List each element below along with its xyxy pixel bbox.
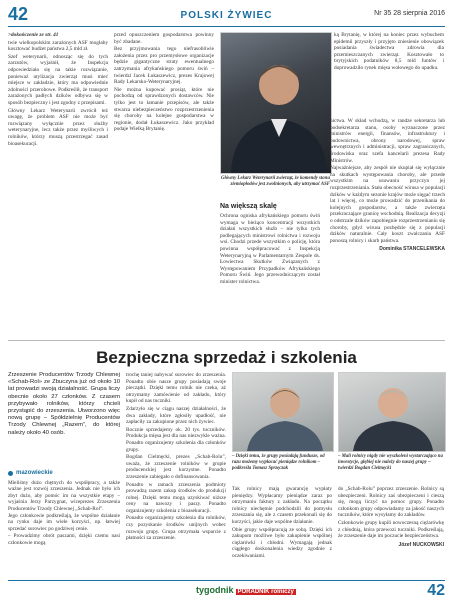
- paragraph: twie wielkopolskim zarażonych ASF mogłaby kosztować budżet państwa 2,5 mld zł.: [8, 39, 108, 53]
- main-article-col4: [338, 372, 444, 548]
- issue-info: Nr 35 28 sierpnia 2016: [374, 10, 445, 17]
- paragraph: Tak rolnicy mają gwarancję wypłaty pieniędzy. Wypłacamy pieniądze zaraz po otrzymaniu faktury z zakładu. Na początku rolnicy niechętnie podchodzili do pomysłu zrzeszania się, ale z czasem przekonali się do korzyści, jakie daje wspólne działanie.: [232, 486, 332, 525]
- region-tag: [8, 470, 53, 476]
- main-article-col1: [8, 480, 120, 547]
- photo2-caption: – Mali rolnicy nigdy nie wyszkoleni wystarczająco na inwestycje, głębiej nie należy do naszej grupy – twierdzi Bogdan Cielmęcki: [338, 454, 443, 471]
- author-signature: Józef NUCKOWSKI: [398, 541, 444, 548]
- paragraph: Ponadto organizujemy szkolenia dla rolników, czy pozyskanie środków unijnych wobec rozwoju grupy. Grupa otrzymała wsparcie z płatności za zrzeszenie.: [126, 515, 226, 542]
- paragraph: – Prowadzimy obrót paszami, dzięki czemu nasi członkowie mogą: [8, 533, 120, 546]
- photo-chief-vet: [220, 32, 332, 174]
- paragraph: Główny Lekarz Weterynarii zwrócił też uwagę, że problem ASF nie może być rozwiązany wyłącznie przez służby weterynaryjne, lecz także przez myśliwych i rolników, którzy muszą przestrzegać zasad bioasekuracji.: [8, 107, 108, 147]
- photo1-caption: – Dzięki temu, że grupy posiadają fundusze, od razu możemy wypłacać pieniądze rolnikom – podkreśla Tomasz Sprzęczak: [232, 454, 325, 471]
- main-article-col2: [126, 372, 226, 543]
- paragraph: Obie grupy współpracują ze sobą. Dzięki ich zakupom możliwe było zakupienie wspólnej ciężarówki i chłodni. Wymagają jednak ciągłego doskonalenia wiedzy zgodnie z oczekiwaniami.: [232, 526, 332, 559]
- top-article-col1: [8, 32, 108, 148]
- footer-rule: [8, 580, 445, 581]
- article-separator: [8, 340, 445, 341]
- paragraph: przed opuszczeniem gospodarstwa powinny być zbadane.: [114, 32, 214, 45]
- subheading: Na większą skalę: [220, 203, 277, 210]
- paragraph: Bez przyjmowania tego niefrasobliwie założenia przez pro przemysłowe organizacje będzie gigantyczne straty ewentualnego zatrzymania afrykańskiego pomoru świń – twierdzi Jacek Łukaszewicz, prezes Krajowej Rady Lekarsko-Weterynaryjnej.: [114, 46, 214, 86]
- paragraph: Ochrona ogniska afrykańskiego pomoru świń wymaga w bieżąco koncentracji wszystkich działań wszystkich służb – nie tylko tych podlegających ministrowi rolnictwa i rozwoju wsi. Chodzi przede wszystkim o policję, która powinna współpracować z Inspekcją Weterynaryjną w Parlamentarnym Zespole ds. Łowiectwa Skutków Związanych z Występowaniem Przypadków Afrykańskiego Pomoru Świń. Jego przewodniczącym został minister rolnictwa.: [220, 213, 320, 285]
- top-article-col2: [114, 32, 214, 134]
- logo-text: tygodnik: [196, 585, 234, 595]
- portrait-illustration: [233, 373, 333, 451]
- section-title: POLSKI ŻYWIEC: [180, 10, 273, 21]
- photo-caption: Główny Lekarz Weterynarii zwierząt, że komendy stonu ziemiopłodów jest zwolnionych, aby utrzymać ASF: [221, 176, 330, 187]
- page-number: 42: [8, 4, 29, 24]
- header-rule: [8, 26, 445, 27]
- paragraph: Członkowie grupy kupili nowoczesną ciężarówkę z chłodnią, która przewozi tuczniki. Podkreślają, że zrzeszenie daje im poczucie bezpieczeństwa.: [338, 519, 444, 540]
- paragraph: Ponadto w ramach zrzeszenia podmioty prowadzą razem zakup środków do produkcji rolnej. Dzięki temu mogą uzyskiwać niższe ceny na nawozy i paszy. Ponadto organizujemy szkolenia z bioasekuracji.: [126, 481, 226, 514]
- top-article-col3b: [220, 200, 320, 287]
- location-dot-icon: [8, 471, 13, 476]
- paragraph: ką Brytanię, w której na koniec przez wybuchem epidemii przyszły i przyjęto zniesienie obowiązek posiadania świadectwa zdrowia dla przemieszczanych zwierząt. Kosztowało to brytyjskich podatników 8,5 mld funtów i doprowadziło rynek mięsa wołowego do upadku.: [334, 32, 444, 71]
- main-article-col3: [232, 486, 332, 561]
- paragraph: >dokończenie ze str. 41: [8, 32, 59, 38]
- publication-logo: [196, 585, 296, 595]
- article-title: Bezpieczna sprzedaż i szkolenia: [96, 348, 357, 367]
- paragraph: Mieliśmy dużo chętnych do współpracy, a także ważne jest rozwój zrzeszenia. Jednak nie było ich zbyt dużo, aby pomóc im na wszystkie etapy – wyjaśnia Jerzy Parzygnat, wiceprezes Zrzeszenia Producentów Trzody Chlewnej „Schab-Rol”.: [8, 480, 120, 512]
- paragraph: Bogdan Cielmęcki, prezes „Schab-Rolu”, uważa, że zrzeszenie rolników w grupie producenckiej jest korzystne. Ponadto zrzeszenie zabiegało o dofinansowania.: [126, 454, 226, 480]
- region-label: mazowieckie: [16, 470, 53, 476]
- paragraph: Nie można kupować prosiąt, które nie pochodzą od sprawdzonych dostawców. Nie tylko jest to łamanie przepisów, ale także stwarza niebezpieczeństwo rozprzestrzenienia się choroby na kolejne gospodarstwa w regionie, dodał Łukaszewicz. Jako przykład podaje Wielką Brytanię.: [114, 86, 214, 133]
- footer-page-number: 42: [427, 582, 445, 599]
- logo-suffix: PORADNIK rolniczy: [237, 589, 294, 595]
- paragraph: Najważniejsze, aby zespół nie skupiał się wyłącznie na skutkach występowania choroby, ale przede wszystkim na usuwaniu przyczyn jej rozprzestrzeniania. Stała obecność wirusa w populacji dzików w każdym sezonie krajów może sięgać trzech lat i więcej, co może prowadzić do przenikania do kolejnych gospodarstw, a także zwierzęta przekraczające granicę wschodnią. Realizacja decyzji o odstrzale dzików zapobiegnie rozprzestrzenianiu się choroby, gdyż wirusa pozbędzie się z populacji dzików naturalnie. Cały koszt zwalczania ASF ponoszą rolnicy i skarb państwa.: [330, 165, 445, 244]
- paragraph: nictwa. W skład wchodzą, w randze sekretarza lub podsekretarza stanu, osoby wyznaczone przez ministrów energii, finansów, infrastruktury i budownictwa, obrony narodowej, spraw wewnętrznych i administracji, spraw zagranicznych, środowiska oraz szefa kancelarii prezesa Rady Ministrów.: [330, 118, 445, 164]
- top-article-col3a: [334, 32, 444, 73]
- paragraph: trochę taniej nabywać surowiec do zrzeszenia. Ponadto obie nasze grupy posiadają swoje pieczątki. Dzięki temu rolnik nie czeka, aż otrzymamy zamówienie od zakładu, który kupił od nas tuczniki.: [126, 372, 226, 405]
- page-header: [0, 0, 453, 28]
- article-lead: Zrzeszenie Producentów Trzody Chlewnej «Schab-Rol» ze Zbuczyna już od około 10 lat prowadzi swoją działalność. Grupa liczy obecnie około 27 członków. Z czasem przybywało rolników, którzy chcieli przystąpić do zrzeszenia. Utworzono więc nową grupę – Spółdzielnię Producentów Trzody Chlewnej „Razem”, do której należy około 40 osób.: [8, 372, 120, 436]
- paragraph: Zdarzyło się w ciągu naszej działalności, że dwa zakłady, które zgłosiły upadłość, nie zapłaciły za zakupione przez nich żywiec.: [126, 405, 226, 426]
- author-signature: Dominika STANCELEWSKA: [379, 246, 445, 253]
- top-article-col4: [330, 118, 445, 253]
- paragraph: Rocznie sprzedajemy ok. 20 tys. tuczników. Produkcja mięsa jest dla nas niezwykle ważna. Ponadto organizujemy szkolenia dla członków grupy.: [126, 426, 226, 453]
- paragraph: Szef weterynarii, odnosząc się do tych zarzutów, wyjaśnił, że Inspekcja odpowiedziała się na takie rozwiązanie, ponieważ utylizacja zwierząt musi mieć miejsce w zakładzie, który ma odpowiednie zdolności przerobowe. Podkreślił, że transport zarażonych padłych dzików odbywa się w sposób bezpieczny i jest zgodny z przepisami.: [8, 53, 108, 106]
- portrait-illustration: [221, 33, 331, 173]
- page-footer: [0, 582, 453, 600]
- photo-sprzeczak: [232, 372, 334, 452]
- paragraph: do „Schab-Rolu” poprzez zrzeszenie. Rolnicy są ubezpieczeni. Rolnicy zaś ubezpieczeni i cieszą się, mogą liczyć na pomoc grupy. Ponadto członkom grupy odpowiadamy za jakość naszych tuczników, które wysyłamy do zakładów.: [338, 486, 444, 519]
- paragraph: Jego członkowie podkreślają, że wspólne działanie na rynku daje im wiele korzyści, np. łatwiej sprzedać surowiec po godziwej cenie.: [8, 513, 120, 532]
